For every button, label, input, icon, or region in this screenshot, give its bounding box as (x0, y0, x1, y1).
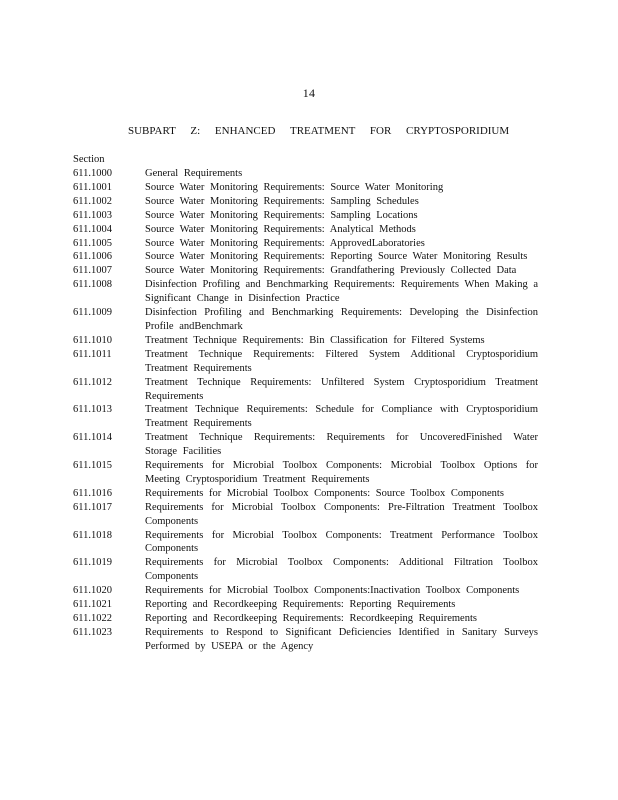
section-title: Requirements for Microbial Toolbox Components: Source Toolbox Components (145, 487, 504, 499)
section-row (73, 278, 538, 306)
section-title: Reporting and Recordkeeping Requirements: Reporting Requirements (145, 599, 456, 611)
section-heading: Section (73, 154, 105, 165)
section-row (73, 584, 538, 598)
section-number: 611.1012 (73, 376, 112, 388)
section-number: 611.1007 (73, 265, 112, 277)
section-number: 611.1003 (73, 209, 112, 221)
section-row (73, 237, 538, 251)
section-title: Requirements for Microbial Toolbox Components:Inactivation Toolbox Components (145, 585, 520, 597)
section-row (73, 250, 538, 264)
section-number: 611.1002 (73, 195, 112, 207)
section-title: Requirements for Microbial Toolbox Components: Treatment Performance Toolbox Components (145, 529, 538, 555)
section-row (73, 487, 538, 501)
section-title: Disinfection Profiling and Benchmarking Requirements: Developing the Disinfection Profile andBenchmark (145, 307, 538, 332)
section-number: 611.1004 (73, 223, 112, 235)
section-title: Requirements for Microbial Toolbox Components: Microbial Toolbox Options for Meeting Cryptosporidium Treatment Requirements (145, 460, 538, 485)
section-number: 611.1009 (73, 307, 112, 319)
section-title: Source Water Monitoring Requirements: Reporting Source Water Monitoring Results (145, 251, 528, 263)
section-title: Source Water Monitoring Requirements: Analytical Methods (145, 223, 416, 235)
section-row (73, 598, 538, 612)
section-number: 611.1016 (73, 487, 112, 499)
section-title: Source Water Monitoring Requirements: Sampling Schedules (145, 195, 419, 207)
subpart-title: SUBPART Z: ENHANCED TREATMENT FOR CRYPTOSPORIDIUM (128, 125, 510, 137)
section-number: 611.1021 (73, 599, 112, 611)
section-title: Requirements for Microbial Toolbox Components: Additional Filtration Toolbox Components (145, 557, 538, 583)
section-number: 611.1013 (73, 404, 112, 416)
section-row (73, 403, 538, 431)
section-number: 611.1022 (73, 613, 112, 624)
section-number: 611.1019 (73, 557, 112, 569)
section-row (73, 306, 538, 334)
section-row (73, 501, 538, 529)
section-number: 611.1011 (73, 348, 112, 360)
section-title: Disinfection Profiling and Benchmarking Requirements: Requirements When Making a Significant Change in Disinfection Practice (145, 279, 538, 305)
page-number: 14 (302, 86, 316, 100)
section-row (73, 556, 538, 584)
section-list (73, 153, 538, 654)
section-row (73, 376, 538, 404)
section-number: 611.1000 (73, 168, 112, 179)
section-title: Requirements to Respond to Significant Deficiencies Identified in Sanitary Surveys Performed by USEPA or the Agency (145, 626, 538, 652)
section-title: Source Water Monitoring Requirements: Grandfathering Previously Collected Data (145, 265, 517, 277)
section-title: Requirements for Microbial Toolbox Components: Pre-Filtration Treatment Toolbox Components (145, 501, 538, 527)
section-number: 611.1015 (73, 460, 112, 472)
section-number: 611.1014 (73, 432, 112, 444)
section-row (73, 612, 538, 626)
section-title: Treatment Technique Requirements: Filtered System Additional Cryptosporidium Treatment Requirements (145, 348, 538, 374)
section-row (73, 264, 538, 278)
section-number: 611.1006 (73, 251, 112, 263)
section-number: 611.1008 (73, 279, 112, 291)
section-title: Treatment Technique Requirements: Schedule for Compliance with Cryptosporidium Treatment Requirements (145, 404, 538, 430)
section-number: 611.1018 (73, 529, 112, 541)
section-row (73, 431, 538, 459)
section-title: Treatment Technique Requirements: Unfiltered System Cryptosporidium Treatment Requirements (145, 376, 538, 402)
section-title: Source Water Monitoring Requirements: Source Water Monitoring (145, 181, 444, 193)
section-number: 611.1001 (73, 181, 112, 193)
section-row (73, 195, 538, 209)
section-rows (73, 167, 538, 654)
section-row (73, 626, 538, 654)
section-title: Source Water Monitoring Requirements: Sampling Locations (145, 209, 418, 221)
section-row (73, 209, 538, 223)
section-title: Source Water Monitoring Requirements: ApprovedLaboratories (145, 237, 425, 249)
section-number: 611.1005 (73, 237, 112, 249)
section-row (73, 167, 538, 181)
section-row (73, 223, 538, 237)
section-row (73, 459, 538, 487)
section-title: General Requirements (145, 168, 243, 179)
section-title: Treatment Technique Requirements: Requirements for UncoveredFinished Water Storage Facilities (145, 432, 538, 458)
section-row (73, 181, 538, 195)
section-title: Treatment Technique Requirements: Bin Classification for Filtered Systems (145, 334, 485, 346)
section-number: 611.1010 (73, 334, 112, 346)
section-row (73, 348, 538, 376)
section-title: Reporting and Recordkeeping Requirements: Recordkeeping Requirements (145, 613, 477, 624)
section-number: 611.1017 (73, 501, 112, 513)
section-number: 611.1023 (73, 626, 112, 638)
section-number: 611.1020 (73, 585, 112, 597)
section-row (73, 334, 538, 348)
section-row (73, 529, 538, 557)
